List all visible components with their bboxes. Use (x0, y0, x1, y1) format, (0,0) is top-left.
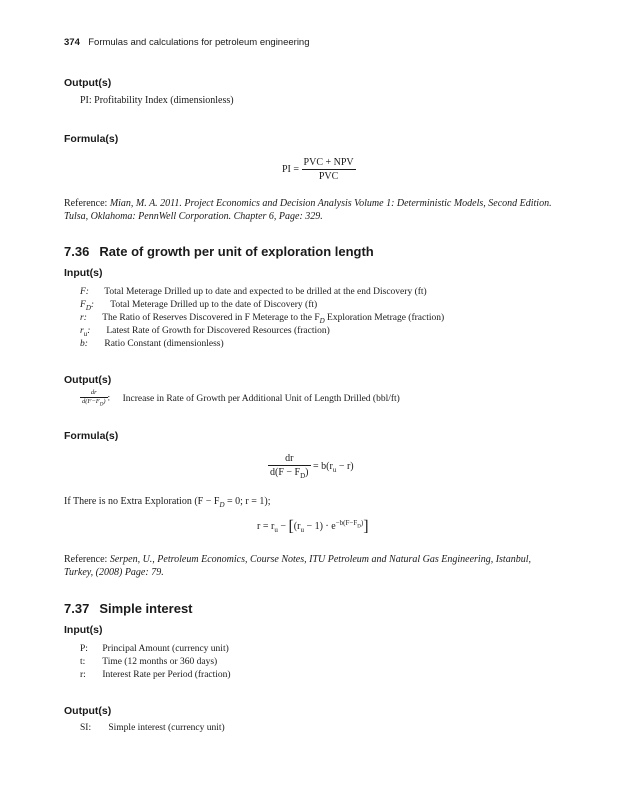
section-736-reference-label: Reference: (64, 554, 108, 565)
section-737-number: 7.37 (64, 601, 90, 616)
input-row (80, 643, 229, 656)
input-symbol: b: (80, 339, 88, 349)
page-number: 374 (64, 37, 80, 48)
pi-reference-text2: Tulsa, Oklahoma: PennWell Corporation. Chapter 6, Page: 329. (64, 211, 323, 222)
section-736-reference (64, 553, 574, 579)
condition-text: If There is no Extra Exploration ($F - F_D = 0$; r = 1); (64, 496, 271, 509)
section-737-output-heading: Output(s) (64, 705, 112, 717)
input-description: Principal Amount (currency unit) (102, 644, 229, 654)
section-736-reference-text2: Turkey, (2008) Page: 79. (64, 567, 164, 578)
input-symbol: t: (80, 657, 86, 667)
section-737-heading (64, 601, 193, 616)
pi-formula-heading: Formula(s) (64, 133, 119, 145)
input-symbol: $r_u$: (80, 326, 91, 338)
output-symbol: $\frac{dr}{d(F-F_D)}$ (82, 389, 106, 408)
running-title: Formulas and calculations for petroleum engineering (88, 37, 310, 48)
pi-formula-numerator: PVC + NPV (303, 157, 354, 168)
growth-formula-denominator: $d(F - F_D)$ (270, 467, 309, 480)
input-description: Latest Rate of Growth for Discovered Resources (fraction) (106, 326, 330, 336)
input-description: Total Meterage Drilled up to date and expected to be drilled at the end Discovery (ft) (104, 287, 427, 297)
input-symbol: r: (80, 313, 87, 323)
output-row: $\frac{dr}{d(F-F_D)}$ : Increase in Rate of Growth per Additional Unit of Length Drilled (bbl/ft) (82, 389, 400, 408)
input-description: Interest Rate per Period (fraction) (102, 670, 231, 680)
running-header (64, 37, 310, 48)
pi-reference-text: Mian, M. A. 2011. Project Economics and Decision Analysis Volume 1: Deterministic Models, Second Edition. (109, 198, 552, 209)
section-736-input-heading: Input(s) (64, 267, 103, 279)
pi-formula-denominator: PVC (318, 171, 339, 182)
growth-formula-2: $r = r_u - [(r_u - 1) \cdot e^{-b(F-F_D)}]$ (257, 518, 369, 535)
input-symbol: r: (80, 670, 86, 680)
section-737-title: Simple interest (99, 601, 193, 616)
growth-formula (268, 452, 354, 483)
section-736-output-heading: Output(s) (64, 374, 112, 386)
section-736-number: 7.36 (64, 244, 90, 259)
pi-reference-label: Reference: (64, 198, 108, 209)
output-row (80, 722, 225, 735)
pi-output-heading: Output(s) (64, 77, 112, 89)
input-description: Total Meterage Drilled up to the date of Discovery (ft) (110, 300, 318, 310)
input-symbol: P: (80, 644, 88, 654)
output-description: Increase in Rate of Growth per Additional Unit of Length Drilled (bbl/ft) (122, 393, 400, 404)
input-row (80, 338, 224, 351)
output-symbol: SI: (80, 723, 92, 733)
input-row (80, 656, 217, 669)
output-description: Simple interest (currency unit) (108, 723, 225, 733)
input-row (80, 286, 427, 299)
section-736-formula-heading: Formula(s) (64, 430, 119, 442)
section-737-input-heading: Input(s) (64, 624, 103, 636)
input-symbol: $F_D$: (80, 300, 95, 312)
input-description: Ratio Constant (dimensionless) (104, 339, 224, 349)
growth-formula-numerator: dr (268, 452, 311, 466)
input-description: Time (12 months or 360 days) (102, 657, 218, 667)
pi-formula-lhs: PI = (282, 164, 300, 175)
section-736-reference-text: Serpen, U., Petroleum Economics, Course Notes, ITU Petroleum and Natural Gas Engineering, Istanbul, (109, 554, 531, 565)
growth-formula-rhs: = $b(r_u - r)$ (313, 461, 354, 474)
pi-reference (64, 197, 569, 223)
section-736-heading (64, 244, 374, 259)
input-symbol: F: (80, 287, 89, 297)
section-736-title: Rate of growth per unit of exploration length (99, 244, 374, 259)
input-description: The Ratio of Reserves Discovered in F Meterage to the $F_D$ Exploration Metrage (fraction) (102, 313, 445, 325)
pi-formula (282, 156, 356, 183)
pi-output-text: PI: Profitability Index (dimensionless) (80, 95, 234, 106)
input-row (80, 669, 231, 682)
